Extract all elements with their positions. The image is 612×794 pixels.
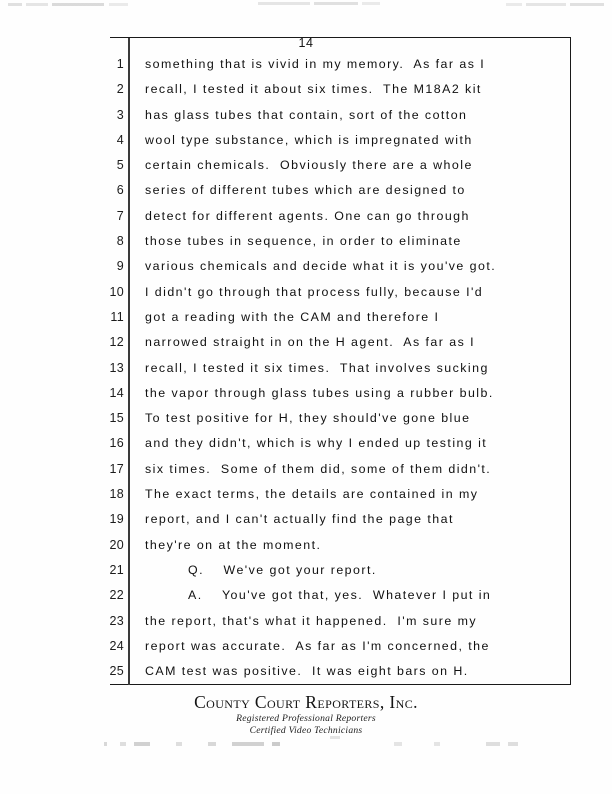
line-text: recall, I tested it about six times. The M18A2 kit — [145, 82, 482, 97]
line-text: got a reading with the CAM and therefore I — [145, 309, 440, 324]
scan-artifact-bottom — [104, 742, 518, 746]
scan-artifact-top-left — [8, 3, 128, 6]
line-text: certain chemicals. Obviously there are a whole — [145, 158, 473, 173]
transcript-line — [0, 482, 612, 507]
line-number: 25 — [109, 664, 124, 679]
line-number: 12 — [109, 335, 124, 350]
line-text: the vapor through glass tubes using a rubber bulb. — [145, 385, 494, 400]
line-text: report, and I can't actually find the page that — [145, 512, 454, 527]
transcript-line — [0, 431, 612, 456]
line-text: something that is vivid in my memory. As far as I — [145, 57, 486, 71]
line-number: 20 — [109, 537, 124, 552]
line-number: 21 — [109, 562, 124, 577]
line-text: wool type substance, which is impregnated with — [145, 132, 473, 147]
line-number: 4 — [116, 132, 124, 147]
transcript-line — [0, 659, 612, 684]
transcript-line — [0, 178, 612, 203]
transcript-line — [0, 128, 612, 153]
transcript-line — [0, 280, 612, 305]
line-text: The exact terms, the details are contained in my — [145, 487, 479, 502]
scan-artifact-top-right — [506, 3, 604, 6]
transcript-line — [0, 153, 612, 178]
line-number: 17 — [109, 461, 124, 476]
transcript-line — [0, 103, 612, 128]
line-number: 6 — [116, 183, 124, 198]
line-text: the report, that's what it happened. I'm sure my — [145, 613, 477, 628]
line-number: 9 — [116, 259, 124, 274]
transcript-body — [0, 52, 612, 684]
transcript-line — [0, 507, 612, 532]
transcript-line — [0, 330, 612, 355]
line-number: 24 — [109, 638, 124, 653]
transcript-line — [0, 229, 612, 254]
transcript-line — [0, 305, 612, 330]
line-number: 1 — [116, 57, 124, 71]
line-text: those tubes in sequence, in order to eliminate — [145, 234, 462, 249]
scan-artifact-top-center — [258, 2, 380, 5]
transcript-line — [0, 77, 612, 102]
transcript-line — [0, 457, 612, 482]
transcript-line — [0, 406, 612, 431]
transcript-line — [0, 533, 612, 558]
line-number: 7 — [116, 208, 124, 223]
transcript-line — [0, 254, 612, 279]
line-text: and they didn't, which is why I ended up testing it — [145, 436, 488, 451]
line-text: recall, I tested it six times. That involves sucking — [145, 360, 489, 375]
line-number: 14 — [109, 385, 124, 400]
firm-subtitle-line-1: Registered Professional Reporters — [236, 713, 376, 724]
line-text: they're on at the moment. — [145, 537, 322, 552]
transcript-line — [0, 609, 612, 634]
line-text: narrowed straight in on the H agent. As far as I — [145, 335, 476, 350]
line-text: has glass tubes that contain, sort of the cotton — [145, 107, 468, 122]
line-text: six times. Some of them did, some of them didn't. — [145, 461, 492, 476]
transcript-line — [0, 583, 612, 608]
line-number: 8 — [116, 234, 124, 249]
firm-subtitle-line-2: Certified Video Technicians — [249, 725, 363, 737]
page-number: 14 — [298, 36, 314, 50]
line-text: To test positive for H, they should've gone blue — [145, 411, 471, 426]
transcript-line — [0, 204, 612, 229]
line-number: 2 — [116, 82, 124, 97]
line-text: report was accurate. As far as I'm concerned, the — [145, 638, 490, 653]
transcript-line — [0, 381, 612, 406]
line-number: 5 — [116, 158, 124, 173]
line-number: 16 — [109, 436, 124, 451]
scan-artifact-bottom-mark — [330, 736, 340, 739]
line-text: Q. We've got your report. — [188, 562, 377, 577]
line-text: I didn't go through that process fully, because I'd — [145, 284, 484, 299]
transcript-line — [0, 634, 612, 659]
line-text: A. You've got that, yes. Whatever I put in — [188, 588, 492, 603]
line-number: 15 — [109, 411, 124, 426]
transcript-line — [0, 356, 612, 381]
line-number: 3 — [116, 107, 124, 122]
line-text: various chemicals and decide what it is you've got. — [145, 259, 497, 274]
line-number: 19 — [109, 512, 124, 527]
line-text: series of different tubes which are designed to — [145, 183, 466, 198]
line-number: 22 — [109, 588, 124, 603]
line-number: 18 — [109, 487, 124, 502]
line-number: 11 — [110, 309, 124, 324]
transcript-line — [0, 52, 612, 77]
transcript-line — [0, 558, 612, 583]
line-number: 10 — [109, 284, 124, 299]
line-text: detect for different agents. One can go through — [145, 208, 470, 223]
line-text: CAM test was positive. It was eight bars on H. — [145, 664, 469, 679]
reporting-firm-name: County Court Reporters, Inc. — [194, 692, 418, 712]
page-footer — [0, 692, 612, 738]
line-number: 23 — [109, 613, 124, 628]
line-number: 13 — [109, 360, 124, 375]
